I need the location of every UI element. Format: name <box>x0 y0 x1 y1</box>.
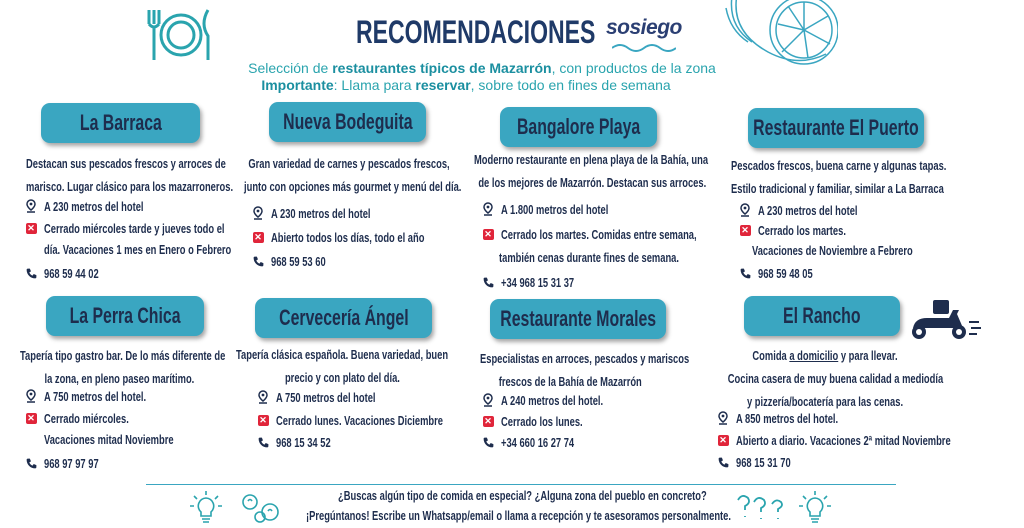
phone-icon <box>22 265 40 281</box>
distance-row: A 230 metros del hotel <box>249 202 409 224</box>
location-pin-icon <box>22 198 40 214</box>
restaurant-description: Gran variedad de carnes y pescados frescos, junto con opciones más gourmet y menú del día. <box>244 156 462 194</box>
closing-row: ✕ Cerrado los lunes. <box>479 410 614 432</box>
restaurant-description: Tapería tipo gastro bar. De lo más diferente de la zona, en pleno paseo marítimo. <box>20 348 226 386</box>
red-x-icon: ✕ <box>484 415 492 426</box>
closing-row: ✕ Cerrado miércoles tarde y jueves todo el <box>22 217 295 239</box>
distance-row: A 750 metros del hotel <box>254 386 414 408</box>
question-marks-icon <box>734 492 788 524</box>
restaurant-description: Moderno restaurante en plena playa de la Bahía, una de los mejores de Mazarrón. Destacan sus arroces. <box>474 152 709 190</box>
restaurant-description: Comida a domicilio y para llevar. Cocina casera de muy buena calidad a mediodía y pizzería/bocatería para las cenas. <box>727 348 944 409</box>
chat-bubbles-icon <box>240 492 286 524</box>
location-pin-icon <box>22 388 40 404</box>
location-pin-icon <box>479 392 497 408</box>
red-x-icon: ✕ <box>27 412 35 423</box>
phone-row: 968 97 97 97 <box>22 452 120 474</box>
red-x-icon: ✕ <box>27 222 35 233</box>
closing-row: ✕ Abierto a diario. Vacaciones 2ª mitad Noviembre <box>714 429 1024 451</box>
lightbulb-icon <box>188 490 224 526</box>
wave-icon <box>612 43 676 53</box>
location-pin-icon <box>479 201 497 217</box>
restaurant-name-bangalore-playa: Bangalore Playa <box>500 107 657 147</box>
distance-row: A 850 metros del hotel. <box>714 407 878 429</box>
subtitle-important: Importante: Llama para reservar, sobre todo en fines de semana <box>261 77 671 93</box>
location-pin-icon <box>736 202 754 218</box>
location-pin-icon <box>714 410 732 426</box>
phone-icon <box>479 434 497 450</box>
footer-divider <box>146 484 896 485</box>
location-pin-icon <box>249 205 267 221</box>
closing-row: ✕ Cerrado los martes. <box>736 219 880 241</box>
phone-row: 968 59 48 05 <box>736 262 834 284</box>
delivery-scooter-icon <box>905 298 981 342</box>
closing-row: ✕ Cerrado lunes. Vacaciones Diciembre <box>254 409 508 431</box>
closing-text-continued: Vacaciones de Noviembre a Febrero <box>752 243 913 258</box>
brand-logo <box>606 16 706 40</box>
red-x-icon: ✕ <box>719 434 727 445</box>
restaurant-description: Tapería clásica española. Buena variedad, buen precio y con plato del día. <box>236 347 449 385</box>
plate-fork-knife-icon <box>146 6 218 62</box>
phone-icon <box>479 274 497 290</box>
restaurant-description: Especialistas en arroces, pescados y mariscos frescos de la Bahía de Mazarrón <box>480 351 690 389</box>
phone-row: 968 15 34 52 <box>254 431 352 453</box>
restaurant-name-el-rancho: El Rancho <box>744 296 900 336</box>
phone-row: 968 59 44 02 <box>22 262 120 284</box>
closing-text-continued: Vacaciones mitad Noviembre <box>44 432 174 447</box>
phone-icon <box>714 454 732 470</box>
restaurant-description: Pescados frescos, buena carne y algunas tapas. Estilo tradicional y familiar, similar a La Barraca <box>731 158 947 196</box>
closing-text-continued: día. Vacaciones 1 mes en Enero o Febrero <box>44 242 232 257</box>
red-x-icon: ✕ <box>741 224 749 235</box>
phone-row: +34 660 16 27 74 <box>479 431 603 453</box>
red-x-icon: ✕ <box>254 231 262 242</box>
red-x-icon: ✕ <box>484 228 492 239</box>
phone-row: 968 15 31 70 <box>714 451 812 473</box>
restaurant-name-nueva-bodeguita: Nueva Bodeguita <box>269 102 426 142</box>
restaurant-description: Destacan sus pescados frescos y arroces de marisco. Lugar clásico para los mazarroneros. <box>26 156 234 194</box>
phone-icon <box>736 265 754 281</box>
phone-icon <box>254 434 272 450</box>
page-title: RECOMENDACIONES <box>356 14 596 50</box>
footer-call-to-action: ¡Pregúntanos! Escribe un Whatsapp/email o llama a recepción y te asesoramos personalmente. <box>306 508 731 523</box>
restaurant-name-la-barraca: La Barraca <box>41 103 200 143</box>
closing-row: ✕ Cerrado los martes. Comidas entre semana, <box>479 223 773 245</box>
phone-icon <box>22 455 40 471</box>
closing-row: ✕ Abierto todos los días, todo el año <box>249 226 484 248</box>
subtitle-selection: Selección de restaurantes típicos de Mazarrón, con productos de la zona <box>248 60 716 76</box>
restaurant-name-cerveceria-angel: Cervecería Ángel <box>255 298 432 338</box>
distance-row: A 1.800 metros del hotel <box>479 198 650 220</box>
distance-row: A 230 metros del hotel <box>736 199 896 221</box>
restaurant-name-la-perra-chica: La Perra Chica <box>46 296 204 336</box>
brand-name: sosiego <box>606 16 682 39</box>
closing-text-continued: también cenas durante fines de semana. <box>499 250 679 265</box>
red-x-icon: ✕ <box>259 414 267 425</box>
distance-row: A 240 metros del hotel. <box>479 389 643 411</box>
closing-row: ✕ Cerrado miércoles. <box>22 407 162 429</box>
phone-row: 968 59 53 60 <box>249 250 347 272</box>
phone-row: +34 968 15 31 37 <box>479 271 603 293</box>
phone-icon <box>249 253 267 269</box>
footer-question: ¿Buscas algún tipo de comida en especial? ¿Alguna zona del pueblo en concreto? <box>338 488 707 503</box>
restaurant-name-restaurante-morales: Restaurante Morales <box>490 299 666 339</box>
distance-row: A 230 metros del hotel <box>22 195 182 217</box>
distance-row: A 750 metros del hotel. <box>22 385 186 407</box>
lightbulb-icon <box>797 490 833 526</box>
restaurant-name-el-puerto: Restaurante El Puerto <box>748 108 924 148</box>
location-pin-icon <box>254 389 272 405</box>
